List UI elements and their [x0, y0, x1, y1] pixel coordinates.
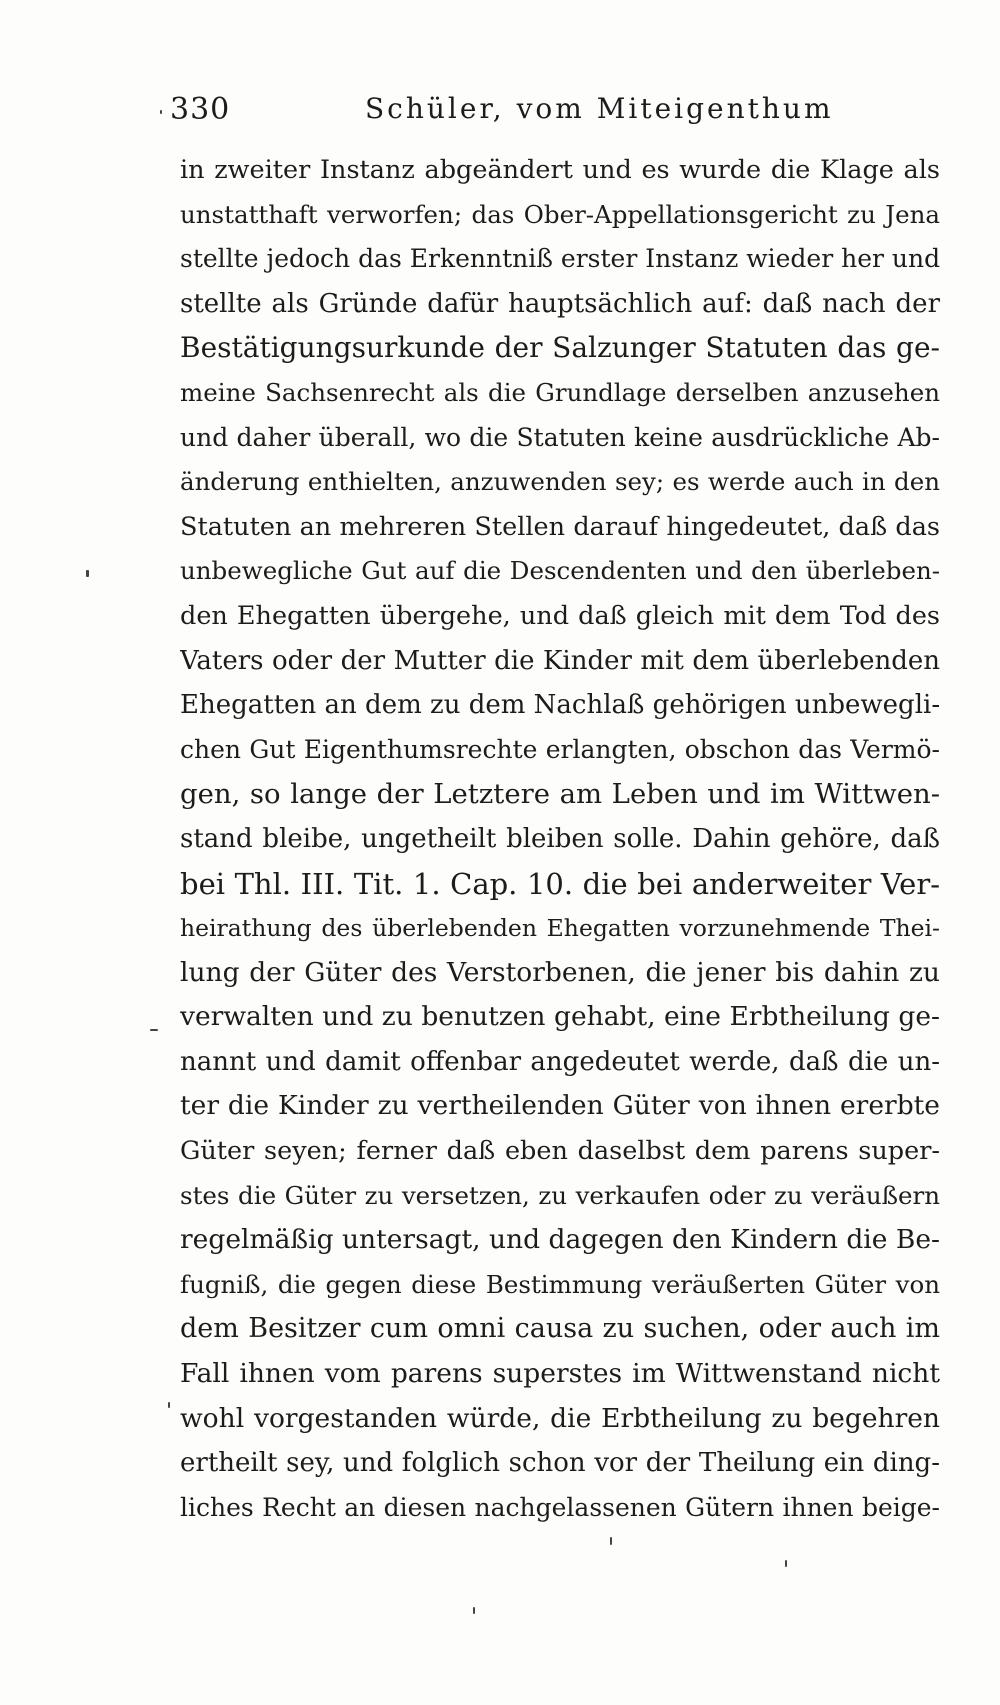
- scan-speck: [150, 1029, 158, 1031]
- text-line: den Ehegatten übergehe, und daß gleich mit dem Tod des: [180, 600, 940, 631]
- scan-speck: [86, 570, 89, 577]
- scan-speck: [610, 1537, 612, 1545]
- text-line: Statuten an mehreren Stellen darauf hingedeutet, daß das: [180, 511, 940, 542]
- text-line: chen Gut Eigenthumsrechte erlangten, obschon das Vermö-: [180, 734, 940, 764]
- text-line: änderung enthielten, anzuwenden sey; es werde auch in den: [180, 467, 940, 497]
- text-line: stellte als Gründe dafür hauptsächlich auf: daß nach der: [180, 288, 940, 319]
- text-line: verwalten und zu benutzen gehabt, eine Erbtheilung ge-: [180, 1001, 940, 1033]
- page-header: [170, 92, 850, 132]
- scan-speck: [160, 110, 162, 114]
- text-line: ertheilt sey, und folglich schon vor der Theilung ein ding-: [180, 1448, 940, 1479]
- text-line: unbewegliche Gut auf die Descendenten und den überleben-: [180, 556, 940, 586]
- text-line: Ehegatten an dem zu dem Nachlaß gehörigen unbewegli-: [180, 690, 940, 721]
- text-line: Bestätigungsurkunde der Salzunger Statuten das ge-: [180, 331, 940, 365]
- text-line: wohl vorgestanden würde, die Erbtheilung zu begehren: [180, 1402, 940, 1434]
- text-line: Fall ihnen vom parens superstes im Wittwenstand nicht: [180, 1358, 940, 1390]
- text-line: fugniß, die gegen diese Bestimmung veräußerten Güter von: [180, 1269, 940, 1299]
- text-line: regelmäßig untersagt, und dagegen den Kindern die Be-: [180, 1224, 940, 1256]
- text-line: ter die Kinder zu vertheilenden Güter von ihnen ererbte: [180, 1090, 940, 1122]
- text-line: Vaters oder der Mutter die Kinder mit dem überlebenden: [180, 645, 940, 676]
- text-line: stes die Güter zu versetzen, zu verkaufen oder zu veräußern: [180, 1180, 940, 1210]
- text-line: dem Besitzer cum omni causa zu suchen, oder auch im: [180, 1313, 940, 1345]
- text-line: nannt und damit offenbar angedeutet werde, daß die un-: [180, 1046, 940, 1077]
- text-line: liches Recht an diesen nachgelassenen Gütern ihnen beige-: [180, 1492, 940, 1522]
- scan-speck: [473, 1607, 475, 1614]
- text-line: unstatthaft verworfen; das Ober-Appellationsgericht zu Jena: [180, 199, 940, 229]
- text-line: lung der Güter des Verstorbenen, die jener bis dahin zu: [180, 956, 940, 988]
- text-line: meine Sachsenrecht als die Grundlage derselben anzusehen: [180, 377, 940, 407]
- page-number: 330: [170, 92, 231, 127]
- text-line: stellte jedoch das Erkenntniß erster Instanz wieder her und: [180, 244, 940, 274]
- text-line: und daher überall, wo die Statuten keine ausdrückliche Ab-: [180, 422, 940, 452]
- text-line: in zweiter Instanz abgeändert und es wurde die Klage als: [180, 155, 940, 185]
- text-line: stand bleibe, ungetheilt bleiben solle. Dahin gehöre, daß: [180, 823, 940, 854]
- text-line: bei Thl. III. Tit. 1. Cap. 10. die bei anderweiter Ver-: [180, 866, 940, 901]
- running-head: Schüler, vom Miteigenthum: [365, 92, 834, 125]
- scan-speck: [785, 1560, 787, 1567]
- body-text: [180, 148, 940, 1530]
- text-line: heirathung des überlebenden Ehegatten vorzunehmende Thei-: [180, 914, 940, 943]
- text-line: Güter seyen; ferner daß eben daselbst dem parens super-: [180, 1136, 940, 1167]
- text-line: gen, so lange der Letztere am Leben und im Wittwen-: [180, 778, 940, 811]
- scan-speck: [168, 1402, 170, 1408]
